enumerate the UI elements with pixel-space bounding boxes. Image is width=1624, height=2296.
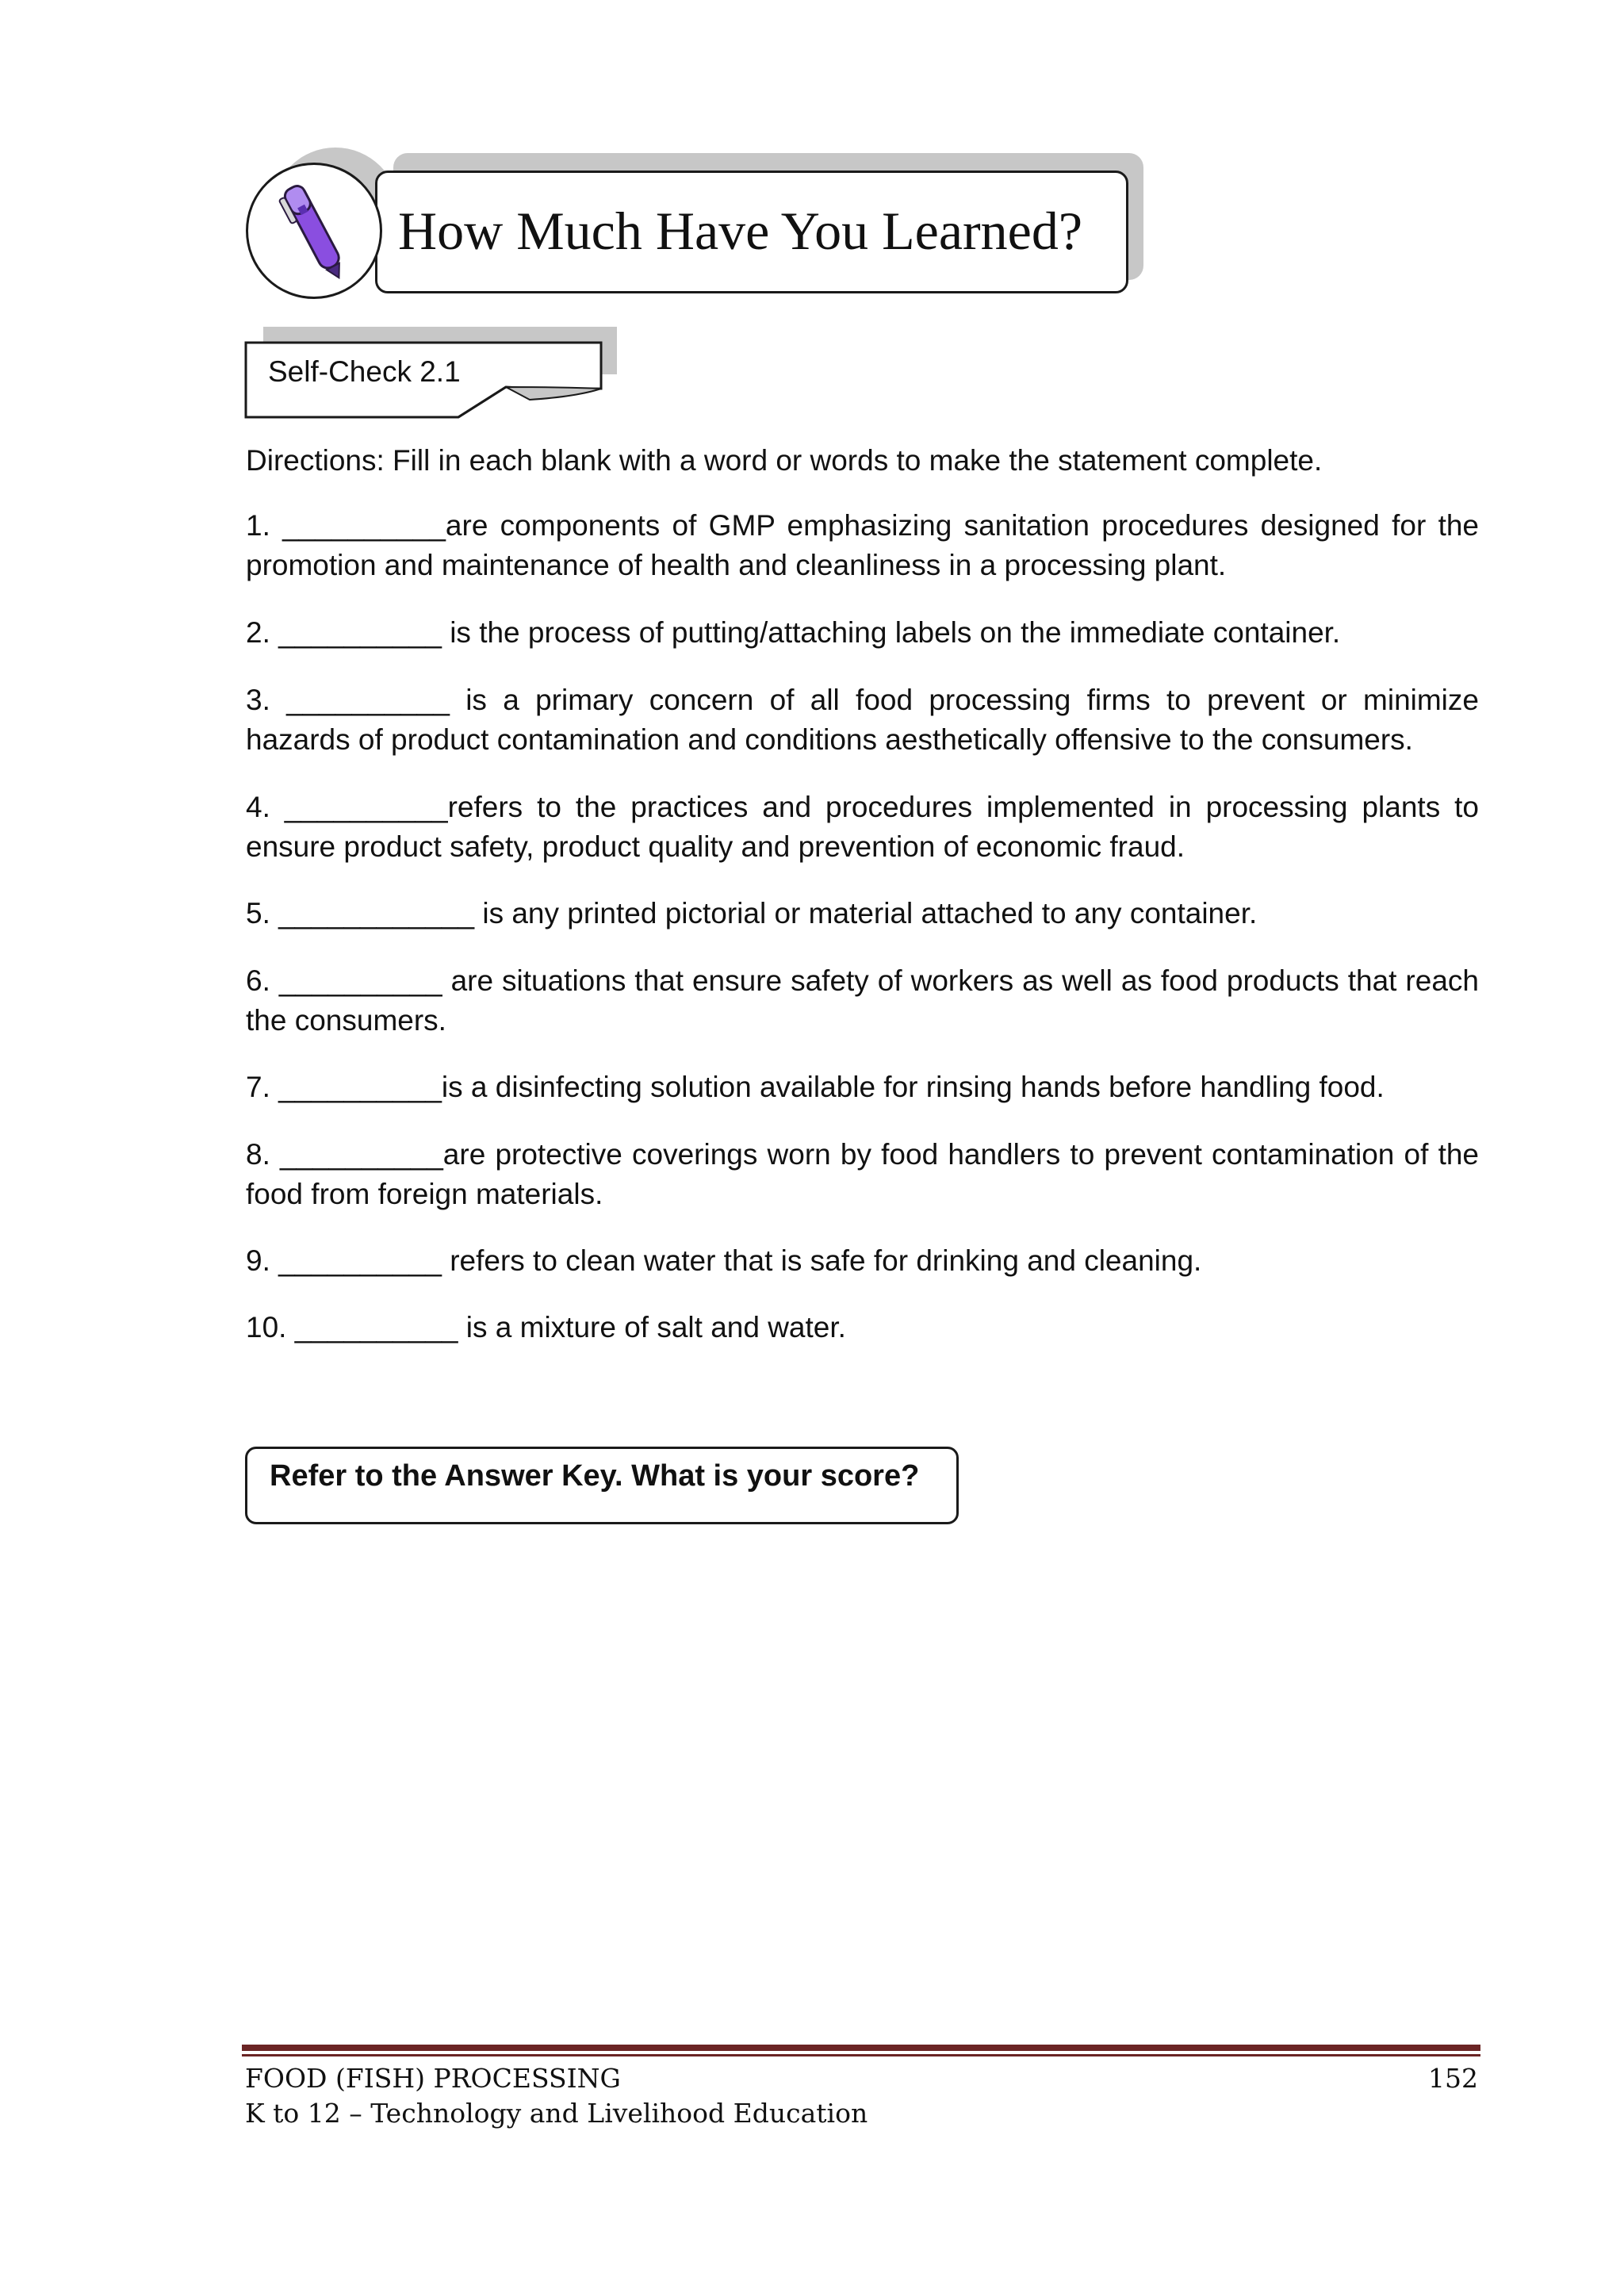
question-2: 2. __________ is the process of putting/attaching labels on the immediate container. <box>246 616 1341 649</box>
question-9: 9. __________ refers to clean water that is safe for drinking and cleaning. <box>246 1244 1202 1277</box>
footer-rule <box>242 2045 1480 2051</box>
self-check-label: Self-Check 2.1 <box>268 355 461 388</box>
question-8: 8. __________are protective coverings worn by food handlers to prevent contamination of the food from foreign materials. <box>246 1138 1479 1210</box>
question-3: 3. __________ is a primary concern of all food processing firms to prevent or minimize hazards of product contamination and conditions aesthetically offensive to the consumers. <box>246 684 1479 756</box>
page-title: How Much Have You Learned? <box>398 201 1083 261</box>
question-6: 6. __________ are situations that ensure safety of workers as well as food products that reach the consumers. <box>246 964 1479 1037</box>
question-7: 7. __________is a disinfecting solution available for rinsing hands before handling food. <box>246 1071 1385 1103</box>
question-4: 4. __________refers to the practices and procedures implemented in processing plants to ensure product safety, product quality and prevention of economic fraud. <box>246 791 1479 863</box>
pen-icon <box>248 165 380 297</box>
answer-key-prompt: Refer to the Answer Key. What is your score? <box>270 1459 920 1493</box>
icon-circle <box>246 163 382 299</box>
footer-rule-thin <box>242 2054 1480 2056</box>
question-1: 1. __________are components of GMP emphasizing sanitation procedures designed for the promotion and maintenance of health and cleanliness in a processing plant. <box>246 509 1479 581</box>
page-number: 152 <box>1428 2063 1478 2094</box>
question-5: 5. ____________ is any printed pictorial or material attached to any container. <box>246 897 1258 930</box>
question-10: 10. __________ is a mixture of salt and water. <box>246 1311 846 1343</box>
footer-subject: FOOD (FISH) PROCESSING <box>245 2063 621 2094</box>
footer-program: K to 12 – Technology and Livelihood Education <box>245 2098 868 2129</box>
directions: Directions: Fill in each blank with a word or words to make the statement complete. <box>246 444 1323 477</box>
